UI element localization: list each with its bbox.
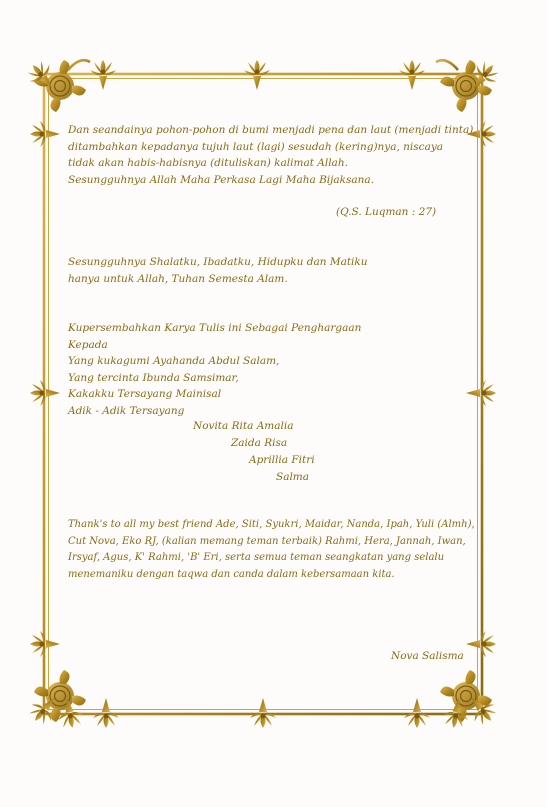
thanks-line: Cut Nova, Eko RJ, (kalian memang teman terbaik) Rahmi, Hera, Jannah, Iwan,	[68, 535, 466, 547]
quran-line: Sesungguhnya Allah Maha Perkasa Lagi Maha Bijaksana.	[68, 173, 375, 186]
prayer-line: Sesungguhnya Shalatku, Ibadatku, Hidupku dan Matiku	[68, 256, 368, 268]
quran-line: tidak akan habis-habisnya (dituliskan) kalimat Allah.	[68, 157, 348, 169]
corner-ornament-top-left	[23, 57, 90, 112]
corner-ornament-top-right	[436, 57, 503, 112]
thanks-line: menemaniku dengan taqwa dan canda dalam kebersamaan kita.	[68, 568, 395, 580]
sibling-name: Zaida Risa	[231, 437, 288, 449]
prayer-line: hanya untuk Allah, Tuhan Semesta Alam.	[68, 272, 288, 285]
thanks-line: Irsyaf, Agus, K' Rahmi, 'B' Eri, serta semua teman seangkatan yang selalu	[68, 552, 445, 563]
dedication-line: Adik - Adik Tersayang	[68, 404, 185, 417]
thanks-text	[68, 517, 475, 583]
dedication-line: Yang kukagumi Ayahanda Abdul Salam,	[68, 355, 280, 367]
corner-ornament-bottom-left	[25, 670, 86, 730]
sibling-name: Novita Rita Amalia	[193, 420, 294, 432]
prayer-text	[68, 254, 368, 287]
quran-citation: (Q.S. Luqman : 27)	[336, 206, 437, 218]
signature: Nova Salisma	[391, 650, 464, 662]
sibling-name: Salma	[276, 471, 310, 483]
thanks-line: Thank's to all my best friend Ade, Siti, Syukri, Maidar, Nanda, Ipah, Yuli (Almh),	[68, 519, 475, 530]
sibling-name: Aprillia Fitri	[249, 454, 315, 466]
quran-verse	[68, 122, 477, 188]
dedication-line: Yang tercinta Ibunda Samsimar,	[68, 371, 239, 384]
dedication-line: Kakakku Tersayang Mainisal	[68, 388, 222, 400]
dedication-line: Kupersembahkan Karya Tulis ini Sebagai Penghargaan	[68, 322, 362, 334]
dedication-text	[68, 320, 361, 419]
quran-line: Dan seandainya pohon-pohon di bumi menjadi pena dan laut (menjadi tinta),	[68, 124, 477, 136]
corner-ornament-bottom-right	[440, 670, 501, 730]
quran-line: ditambahkan kepadanya tujuh laut (lagi) sesudah (kering)nya, niscaya	[68, 140, 444, 153]
dedication-line: Kepada	[68, 338, 108, 351]
